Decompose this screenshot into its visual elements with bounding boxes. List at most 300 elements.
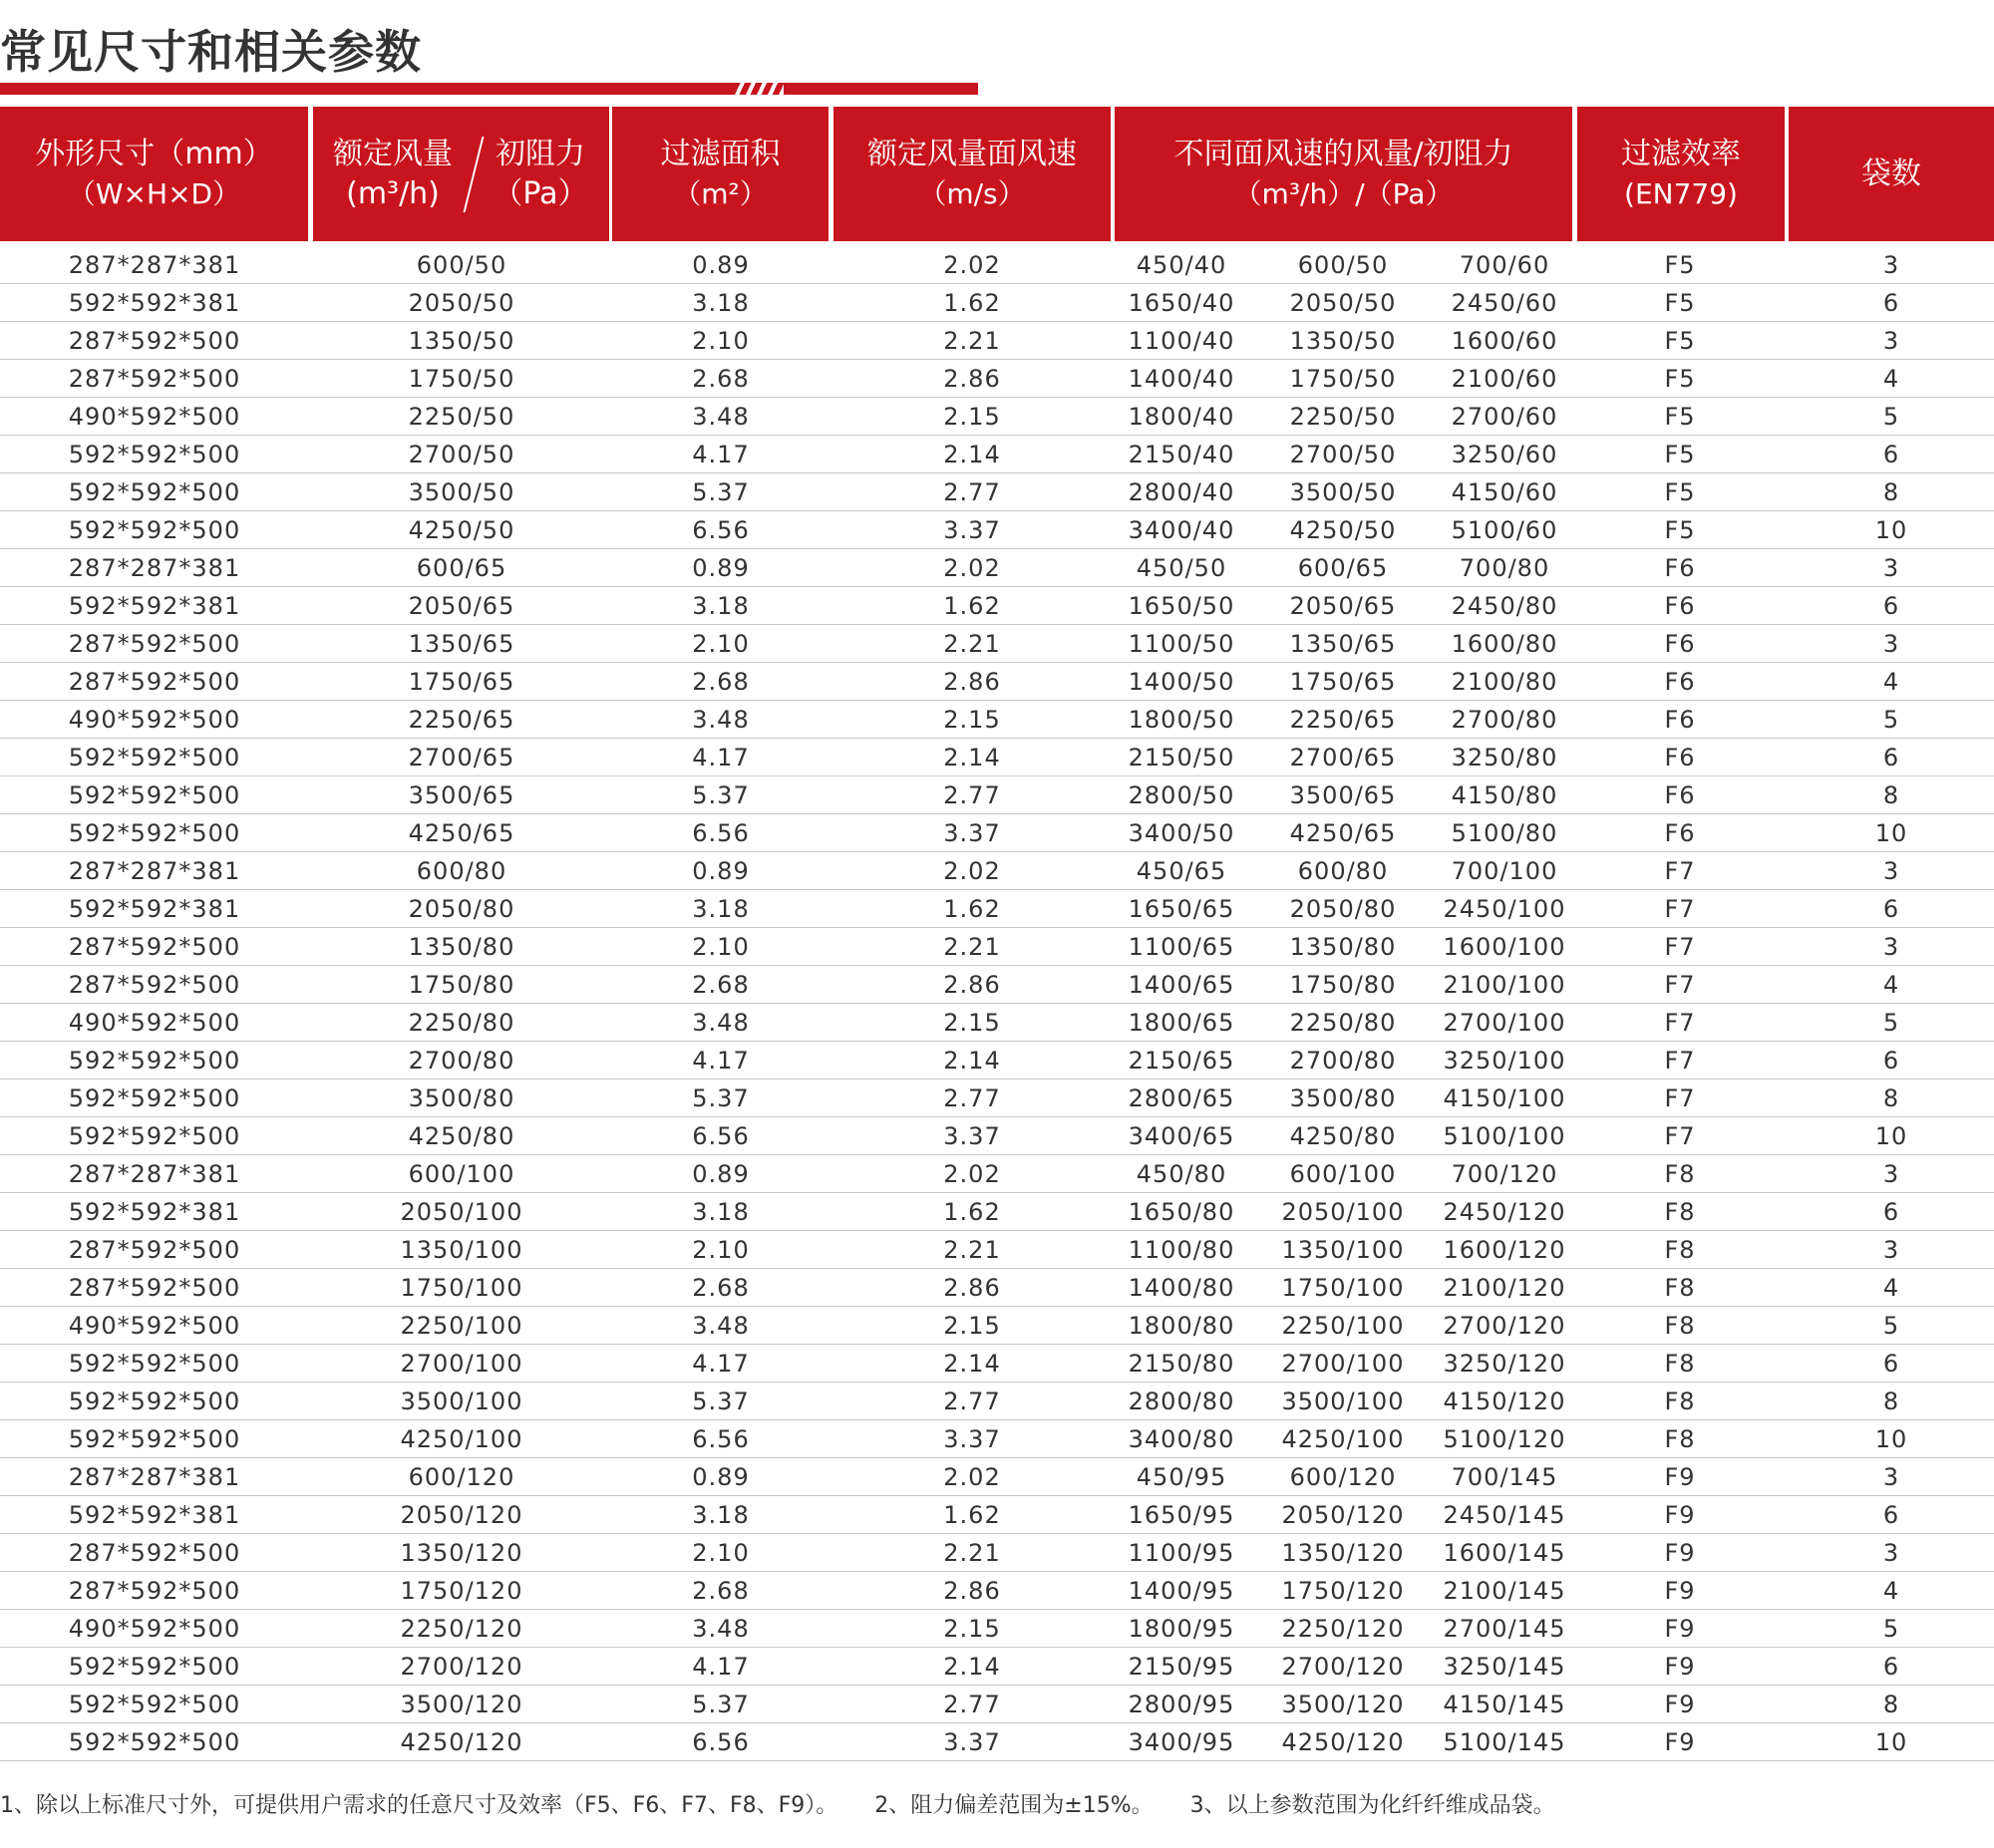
cell-flow-high: 5100/60	[1451, 516, 1558, 544]
cell-rated: 4250/120	[400, 1728, 523, 1756]
cell-velocity: 2.21	[943, 1539, 1001, 1567]
header-area-label: 过滤面积	[660, 136, 781, 171]
cell-flow-rated: 600/65	[1297, 554, 1389, 582]
cell-flow-rated: 2700/120	[1281, 1653, 1405, 1681]
cell-flow-high: 3250/120	[1443, 1350, 1566, 1378]
cell-flow-low: 2800/95	[1128, 1691, 1235, 1718]
header-efficiency-unit: (EN779)	[1624, 176, 1738, 210]
cell-flow-low: 1800/50	[1128, 706, 1235, 734]
table-row	[0, 246, 1994, 284]
cell-bags: 5	[1882, 1312, 1900, 1340]
cell-size: 287*287*381	[68, 1160, 241, 1188]
cell-flow-rated: 4250/50	[1289, 516, 1397, 544]
cell-bags: 3	[1882, 327, 1900, 355]
cell-bags: 3	[1882, 1539, 1900, 1567]
table-row	[0, 814, 1994, 852]
cell-flow-low: 3400/95	[1128, 1728, 1235, 1756]
cell-flow-rated: 4250/65	[1289, 819, 1397, 847]
cell-rated: 1350/65	[408, 630, 515, 658]
cell-bags: 3	[1882, 630, 1900, 658]
header-velocity-label: 额定风量面风速	[867, 136, 1077, 171]
cell-flow-low: 2800/40	[1128, 478, 1235, 506]
cell-bags: 4	[1882, 1274, 1900, 1302]
cell-area: 0.89	[692, 857, 750, 885]
cell-flow-low: 450/95	[1136, 1463, 1227, 1491]
table-row	[0, 511, 1994, 549]
cell-flow-rated: 2250/50	[1289, 403, 1397, 431]
cell-flow-rated: 1750/80	[1289, 971, 1397, 999]
cell-flow-high: 2450/60	[1451, 289, 1558, 317]
table-row	[0, 890, 1994, 928]
cell-velocity: 2.21	[943, 630, 1001, 658]
cell-flow-high: 2700/145	[1443, 1615, 1566, 1643]
cell-area: 0.89	[692, 1160, 750, 1188]
cell-velocity: 2.14	[943, 744, 1001, 771]
cell-velocity: 2.15	[943, 1615, 1001, 1643]
cell-efficiency: F8	[1664, 1160, 1696, 1188]
table-row	[0, 928, 1994, 966]
cell-flow-rated: 3500/50	[1289, 478, 1397, 506]
cell-velocity: 2.02	[943, 554, 1001, 582]
cell-velocity: 2.86	[943, 668, 1001, 696]
cell-area: 0.89	[692, 554, 750, 582]
table-row	[0, 1004, 1994, 1042]
cell-rated: 1350/100	[400, 1236, 523, 1264]
cell-flow-low: 450/50	[1136, 554, 1227, 582]
cell-efficiency: F6	[1664, 744, 1696, 771]
table-row	[0, 1117, 1994, 1155]
cell-bags: 3	[1882, 1463, 1900, 1491]
table-row	[0, 1155, 1994, 1193]
cell-flow-low: 1400/50	[1128, 668, 1235, 696]
cell-flow-rated: 1750/50	[1289, 365, 1397, 393]
cell-flow-low: 1650/80	[1128, 1198, 1235, 1226]
cell-flow-low: 1100/95	[1128, 1539, 1235, 1567]
cell-efficiency: F6	[1664, 781, 1696, 809]
cell-bags: 6	[1882, 1653, 1900, 1681]
cell-flow-high: 1600/120	[1443, 1236, 1566, 1264]
cell-flow-high: 1600/100	[1443, 933, 1566, 961]
cell-flow-rated: 1350/80	[1289, 933, 1397, 961]
table-row	[0, 587, 1994, 625]
cell-rated: 2700/50	[408, 441, 515, 468]
cell-velocity: 1.62	[943, 289, 1001, 317]
cell-bags: 8	[1882, 1084, 1900, 1112]
cell-velocity: 2.14	[943, 441, 1001, 468]
table-row	[0, 1610, 1994, 1648]
cell-flow-high: 4150/145	[1443, 1691, 1566, 1718]
footnote-2: 2、阻力偏差范围为±15%。	[874, 1793, 1154, 1818]
cell-flow-low: 2150/95	[1128, 1653, 1235, 1681]
cell-rated: 1750/120	[400, 1577, 523, 1605]
cell-efficiency: F8	[1664, 1425, 1696, 1453]
cell-rated: 4250/100	[400, 1425, 523, 1453]
cell-area: 6.56	[692, 516, 750, 544]
header-area	[612, 107, 829, 241]
cell-efficiency: F5	[1664, 365, 1696, 393]
cell-efficiency: F9	[1664, 1691, 1696, 1718]
cell-velocity: 2.77	[943, 781, 1001, 809]
header-size-unit: （W×H×D）	[67, 176, 241, 210]
cell-area: 2.10	[692, 933, 750, 961]
header-rated	[313, 107, 609, 241]
cell-efficiency: F7	[1664, 1122, 1696, 1150]
cell-rated: 2700/120	[400, 1653, 523, 1681]
cell-size: 592*592*500	[68, 744, 241, 771]
cell-size: 287*592*500	[68, 668, 241, 696]
cell-size: 592*592*500	[68, 1047, 241, 1075]
cell-bags: 6	[1882, 1350, 1900, 1378]
cell-flow-low: 1800/65	[1128, 1009, 1235, 1037]
table-row	[0, 966, 1994, 1004]
cell-flow-low: 3400/40	[1128, 516, 1235, 544]
cell-rated: 3500/65	[408, 781, 515, 809]
cell-flow-high: 3250/100	[1443, 1047, 1566, 1075]
cell-flow-high: 2450/120	[1443, 1198, 1566, 1226]
cell-flow-rated: 1350/100	[1281, 1236, 1405, 1264]
cell-velocity: 1.62	[943, 592, 1001, 620]
cell-flow-high: 2700/60	[1451, 403, 1558, 431]
header-velocity	[833, 107, 1111, 241]
cell-area: 3.18	[692, 289, 750, 317]
cell-flow-rated: 1350/65	[1289, 630, 1397, 658]
table-row	[0, 852, 1994, 890]
cell-area: 6.56	[692, 819, 750, 847]
cell-rated: 600/50	[416, 251, 507, 279]
table-row	[0, 776, 1994, 814]
header-rated-airflow	[313, 107, 473, 241]
cell-bags: 6	[1882, 1047, 1900, 1075]
cell-flow-rated: 3500/120	[1281, 1691, 1405, 1718]
cell-size: 287*287*381	[68, 857, 241, 885]
cell-velocity: 2.21	[943, 327, 1001, 355]
cell-bags: 4	[1882, 668, 1900, 696]
cell-size: 287*287*381	[68, 251, 241, 279]
cell-size: 592*592*381	[68, 592, 241, 620]
cell-flow-rated: 2050/120	[1281, 1501, 1405, 1529]
title-bar-stripes	[734, 83, 784, 95]
cell-flow-rated: 2700/80	[1289, 1047, 1397, 1075]
cell-bags: 5	[1882, 706, 1900, 734]
table-row	[0, 436, 1994, 473]
cell-flow-high: 700/120	[1451, 1160, 1558, 1188]
cell-flow-high: 5100/120	[1443, 1425, 1566, 1453]
cell-bags: 10	[1874, 516, 1908, 544]
cell-flow-low: 1100/50	[1128, 630, 1235, 658]
cell-flow-high: 2450/80	[1451, 592, 1558, 620]
cell-size: 287*592*500	[68, 1539, 241, 1567]
cell-rated: 1750/50	[408, 365, 515, 393]
cell-bags: 3	[1882, 554, 1900, 582]
cell-flow-low: 1800/80	[1128, 1312, 1235, 1340]
title-underline-bar	[0, 83, 978, 95]
cell-flow-high: 3250/145	[1443, 1653, 1566, 1681]
cell-bags: 6	[1882, 744, 1900, 771]
cell-velocity: 2.77	[943, 1084, 1001, 1112]
cell-area: 6.56	[692, 1122, 750, 1150]
cell-rated: 2250/120	[400, 1615, 523, 1643]
footnote-1: 1、除以上标准尺寸外，可提供用户需求的任意尺寸及效率（F5、F6、F7、F8、F9）。	[0, 1793, 838, 1818]
table-row	[0, 1572, 1994, 1610]
cell-area: 3.48	[692, 1615, 750, 1643]
cell-bags: 4	[1882, 365, 1900, 393]
cell-bags: 5	[1882, 1009, 1900, 1037]
cell-flow-rated: 3500/80	[1289, 1084, 1397, 1112]
cell-velocity: 2.15	[943, 706, 1001, 734]
cell-size: 490*592*500	[68, 403, 241, 431]
cell-flow-high: 700/145	[1451, 1463, 1558, 1491]
cell-rated: 4250/50	[408, 516, 515, 544]
header-size-label: 外形尺寸（mm）	[35, 136, 273, 171]
cell-area: 3.18	[692, 1501, 750, 1529]
cell-efficiency: F7	[1664, 895, 1696, 923]
cell-efficiency: F7	[1664, 971, 1696, 999]
cell-efficiency: F8	[1664, 1274, 1696, 1302]
cell-size: 287*592*500	[68, 1274, 241, 1302]
cell-area: 5.37	[692, 478, 750, 506]
cell-rated: 2050/100	[400, 1198, 523, 1226]
cell-bags: 6	[1882, 895, 1900, 923]
cell-efficiency: F9	[1664, 1615, 1696, 1643]
cell-velocity: 2.14	[943, 1350, 1001, 1378]
cell-flow-high: 2450/100	[1443, 895, 1566, 923]
table-row	[0, 1383, 1994, 1420]
cell-efficiency: F9	[1664, 1501, 1696, 1529]
table-row	[0, 1420, 1994, 1458]
cell-area: 2.10	[692, 1539, 750, 1567]
cell-flow-rated: 2050/65	[1289, 592, 1397, 620]
cell-velocity: 1.62	[943, 1501, 1001, 1529]
cell-size: 592*592*500	[68, 478, 241, 506]
cell-efficiency: F5	[1664, 478, 1696, 506]
cell-size: 287*592*500	[68, 933, 241, 961]
cell-flow-low: 1650/40	[1128, 289, 1235, 317]
cell-flow-rated: 1750/120	[1281, 1577, 1405, 1605]
cell-flow-low: 3400/50	[1128, 819, 1235, 847]
cell-rated: 1750/80	[408, 971, 515, 999]
cell-size: 592*592*500	[68, 1691, 241, 1718]
table-row	[0, 549, 1994, 587]
footnote-3: 3、以上参数范围为化纤纤维成品袋。	[1189, 1793, 1555, 1818]
table-row	[0, 1345, 1994, 1383]
table-row	[0, 1307, 1994, 1345]
table-row	[0, 663, 1994, 701]
cell-efficiency: F6	[1664, 592, 1696, 620]
cell-size: 287*592*500	[68, 971, 241, 999]
cell-area: 6.56	[692, 1425, 750, 1453]
cell-size: 287*592*500	[68, 1236, 241, 1264]
cell-size: 490*592*500	[68, 1312, 241, 1340]
cell-flow-high: 2100/120	[1443, 1274, 1566, 1302]
cell-rated: 1750/65	[408, 668, 515, 696]
cell-efficiency: F5	[1664, 516, 1696, 544]
cell-size: 287*287*381	[68, 1463, 241, 1491]
cell-efficiency: F5	[1664, 403, 1696, 431]
cell-bags: 6	[1882, 289, 1900, 317]
header-varied	[1115, 107, 1572, 241]
cell-flow-rated: 3500/100	[1281, 1387, 1405, 1415]
cell-flow-high: 1600/80	[1451, 630, 1558, 658]
cell-flow-high: 2700/80	[1451, 706, 1558, 734]
cell-velocity: 2.86	[943, 365, 1001, 393]
cell-rated: 2250/100	[400, 1312, 523, 1340]
cell-flow-low: 2150/50	[1128, 744, 1235, 771]
cell-flow-rated: 2050/50	[1289, 289, 1397, 317]
cell-flow-rated: 2050/80	[1289, 895, 1397, 923]
cell-velocity: 3.37	[943, 1728, 1001, 1756]
table-row	[0, 1079, 1994, 1117]
cell-bags: 6	[1882, 1501, 1900, 1529]
cell-flow-low: 3400/80	[1128, 1425, 1235, 1453]
cell-flow-rated: 1350/50	[1289, 327, 1397, 355]
cell-rated: 2050/50	[408, 289, 515, 317]
cell-velocity: 2.77	[943, 1387, 1001, 1415]
cell-efficiency: F8	[1664, 1387, 1696, 1415]
header-varied-unit: （m³/h）/（Pa）	[1233, 176, 1454, 210]
cell-bags: 10	[1874, 1728, 1908, 1756]
cell-bags: 3	[1882, 857, 1900, 885]
cell-area: 3.48	[692, 706, 750, 734]
cell-efficiency: F6	[1664, 554, 1696, 582]
cell-area: 4.17	[692, 1047, 750, 1075]
table-row	[0, 1723, 1994, 1761]
cell-bags: 3	[1882, 933, 1900, 961]
cell-size: 287*592*500	[68, 1577, 241, 1605]
header-bags	[1789, 107, 1994, 241]
cell-efficiency: F5	[1664, 327, 1696, 355]
cell-rated: 1350/120	[400, 1539, 523, 1567]
cell-rated: 1350/80	[408, 933, 515, 961]
cell-area: 4.17	[692, 744, 750, 771]
cell-flow-rated: 600/120	[1289, 1463, 1397, 1491]
cell-size: 592*592*500	[68, 781, 241, 809]
cell-flow-high: 3250/60	[1451, 441, 1558, 468]
cell-rated: 2250/65	[408, 706, 515, 734]
cell-flow-high: 1600/145	[1443, 1539, 1566, 1567]
cell-bags: 10	[1874, 819, 1908, 847]
table-row	[0, 1231, 1994, 1269]
table-row	[0, 473, 1994, 511]
cell-rated: 4250/80	[408, 1122, 515, 1150]
cell-size: 592*592*500	[68, 1350, 241, 1378]
cell-area: 4.17	[692, 441, 750, 468]
cell-area: 2.10	[692, 1236, 750, 1264]
cell-area: 3.18	[692, 895, 750, 923]
cell-flow-high: 5100/100	[1443, 1122, 1566, 1150]
cell-area: 3.18	[692, 592, 750, 620]
cell-bags: 6	[1882, 592, 1900, 620]
cell-flow-high: 2450/145	[1443, 1501, 1566, 1529]
cell-size: 592*592*500	[68, 1084, 241, 1112]
cell-size: 592*592*381	[68, 289, 241, 317]
cell-efficiency: F7	[1664, 1009, 1696, 1037]
cell-flow-low: 1650/95	[1128, 1501, 1235, 1529]
cell-bags: 10	[1874, 1122, 1908, 1150]
cell-flow-rated: 2250/80	[1289, 1009, 1397, 1037]
cell-velocity: 3.37	[943, 1425, 1001, 1453]
header-rated-resistance-label: 初阻力	[496, 136, 585, 171]
cell-velocity: 2.86	[943, 971, 1001, 999]
cell-velocity: 2.02	[943, 1463, 1001, 1491]
cell-flow-low: 2150/40	[1128, 441, 1235, 468]
cell-flow-rated: 2700/65	[1289, 744, 1397, 771]
cell-flow-high: 2100/80	[1451, 668, 1558, 696]
cell-rated: 600/100	[408, 1160, 515, 1188]
header-varied-label: 不同面风速的风量/初阻力	[1173, 136, 1513, 171]
cell-efficiency: F8	[1664, 1312, 1696, 1340]
cell-size: 592*592*500	[68, 1728, 241, 1756]
cell-velocity: 2.21	[943, 933, 1001, 961]
cell-bags: 8	[1882, 478, 1900, 506]
header-bags-label: 袋数	[1861, 155, 1921, 191]
table-row	[0, 1458, 1994, 1496]
cell-bags: 3	[1882, 1160, 1900, 1188]
cell-flow-low: 1100/40	[1128, 327, 1235, 355]
cell-flow-rated: 600/80	[1297, 857, 1389, 885]
table-row	[0, 1686, 1994, 1723]
cell-area: 3.48	[692, 403, 750, 431]
cell-flow-rated: 1350/120	[1281, 1539, 1405, 1567]
cell-velocity: 2.02	[943, 857, 1001, 885]
cell-flow-low: 450/80	[1136, 1160, 1227, 1188]
cell-bags: 6	[1882, 441, 1900, 468]
cell-bags: 5	[1882, 403, 1900, 431]
cell-area: 5.37	[692, 1691, 750, 1718]
cell-flow-low: 2800/50	[1128, 781, 1235, 809]
cell-bags: 3	[1882, 1236, 1900, 1264]
cell-area: 5.37	[692, 1387, 750, 1415]
cell-flow-high: 1600/60	[1451, 327, 1558, 355]
cell-flow-rated: 4250/100	[1281, 1425, 1405, 1453]
cell-flow-rated: 1750/100	[1281, 1274, 1405, 1302]
cell-size: 592*592*500	[68, 441, 241, 468]
cell-rated: 3500/50	[408, 478, 515, 506]
cell-size: 592*592*500	[68, 516, 241, 544]
header-size	[0, 107, 308, 241]
cell-efficiency: F6	[1664, 668, 1696, 696]
cell-velocity: 2.77	[943, 478, 1001, 506]
cell-flow-low: 1650/50	[1128, 592, 1235, 620]
cell-flow-rated: 600/100	[1289, 1160, 1397, 1188]
cell-bags: 10	[1874, 1425, 1908, 1453]
cell-efficiency: F7	[1664, 857, 1696, 885]
cell-efficiency: F5	[1664, 289, 1696, 317]
cell-flow-high: 2100/60	[1451, 365, 1558, 393]
cell-velocity: 1.62	[943, 1198, 1001, 1226]
cell-flow-high: 700/80	[1459, 554, 1550, 582]
cell-area: 2.68	[692, 971, 750, 999]
page-title: 常见尺寸和相关参数	[0, 25, 422, 79]
header-rated-resistance-unit: （Pa）	[493, 175, 588, 211]
cell-bags: 3	[1882, 251, 1900, 279]
cell-velocity: 2.15	[943, 1312, 1001, 1340]
cell-size: 592*592*500	[68, 1425, 241, 1453]
cell-flow-low: 1650/65	[1128, 895, 1235, 923]
cell-area: 0.89	[692, 1463, 750, 1491]
cell-flow-low: 1800/40	[1128, 403, 1235, 431]
cell-bags: 5	[1882, 1615, 1900, 1643]
cell-efficiency: F6	[1664, 630, 1696, 658]
cell-size: 287*287*381	[68, 554, 241, 582]
cell-size: 490*592*500	[68, 706, 241, 734]
cell-size: 592*592*500	[68, 1122, 241, 1150]
cell-rated: 2700/65	[408, 744, 515, 771]
cell-velocity: 2.02	[943, 251, 1001, 279]
cell-efficiency: F7	[1664, 1047, 1696, 1075]
cell-size: 287*592*500	[68, 365, 241, 393]
cell-area: 3.48	[692, 1312, 750, 1340]
cell-bags: 8	[1882, 1691, 1900, 1718]
